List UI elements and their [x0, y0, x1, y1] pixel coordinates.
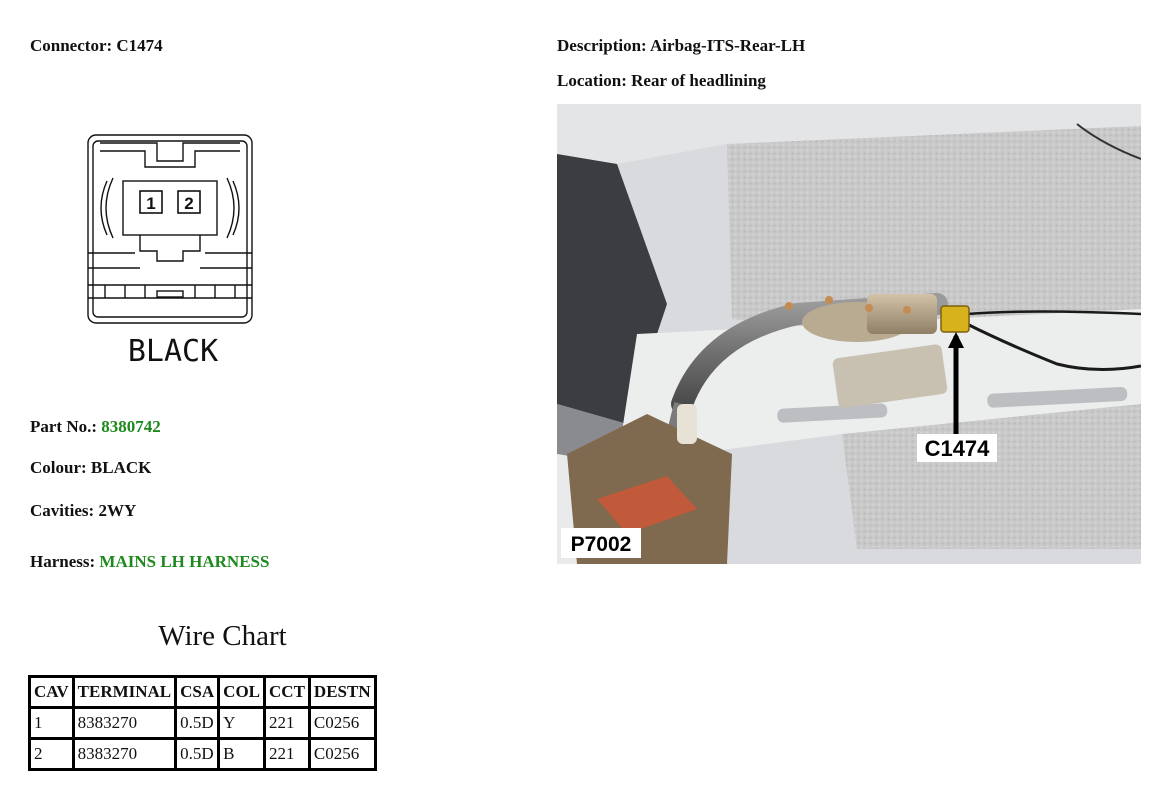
harness-link[interactable]: MAINS LH HARNESS	[99, 552, 270, 571]
cell-destn: C0256	[311, 709, 374, 737]
description-field	[557, 36, 805, 56]
cell-terminal: 8383270	[75, 740, 175, 768]
table-row	[31, 709, 374, 737]
cavities-field	[30, 501, 136, 521]
cell-cct: 221	[266, 740, 308, 768]
part-number-label: Part No.:	[30, 417, 98, 436]
table-header-row	[31, 678, 374, 706]
connector-title	[30, 36, 163, 56]
cavities-label: Cavities:	[30, 501, 95, 520]
cavity-2-label: 2	[184, 194, 194, 213]
cavities-value: 2WY	[98, 501, 137, 520]
wire-chart-title: Wire Chart	[158, 620, 287, 652]
location-photo	[557, 104, 1141, 564]
location-label: Location:	[557, 71, 627, 90]
cavity-1-label: 1	[146, 194, 156, 213]
cell-destn: C0256	[311, 740, 374, 768]
connector-value: C1474	[116, 36, 163, 55]
cell-cav: 1	[31, 709, 72, 737]
header-csa: CSA	[177, 678, 217, 706]
diagram-color-text: BLACK	[127, 334, 219, 369]
cell-col: Y	[220, 709, 263, 737]
colour-field	[30, 458, 151, 478]
description-value: Airbag-ITS-Rear-LH	[650, 36, 806, 55]
header-terminal: TERMINAL	[75, 678, 175, 706]
header-destn: DESTN	[311, 678, 374, 706]
colour-value: BLACK	[90, 458, 152, 477]
part-number-field	[30, 417, 161, 437]
photo-ref-label: P7002	[570, 533, 632, 556]
cavity-2	[178, 191, 200, 213]
cell-csa: 0.5D	[177, 709, 217, 737]
harness-field	[30, 552, 269, 572]
table-row	[31, 740, 374, 768]
cell-csa: 0.5D	[177, 740, 217, 768]
header-col: COL	[220, 678, 263, 706]
cell-col: B	[220, 740, 263, 768]
cell-terminal: 8383270	[75, 709, 175, 737]
description-label: Description:	[557, 36, 647, 55]
cell-cct: 221	[266, 709, 308, 737]
harness-label: Harness:	[30, 552, 96, 571]
part-number-link[interactable]: 8380742	[101, 417, 161, 436]
wire-chart-table	[28, 675, 377, 771]
location-field	[557, 71, 766, 91]
header-cav: CAV	[31, 678, 72, 706]
callout-label: C1474	[924, 436, 990, 461]
colour-label: Colour:	[30, 458, 87, 477]
cell-cav: 2	[31, 740, 72, 768]
connector-highlight	[941, 306, 969, 332]
location-value: Rear of headlining	[631, 71, 766, 90]
connector-label: Connector:	[30, 36, 113, 55]
connector-face-diagram	[85, 133, 255, 373]
header-cct: CCT	[266, 678, 308, 706]
cavity-1	[140, 191, 162, 213]
